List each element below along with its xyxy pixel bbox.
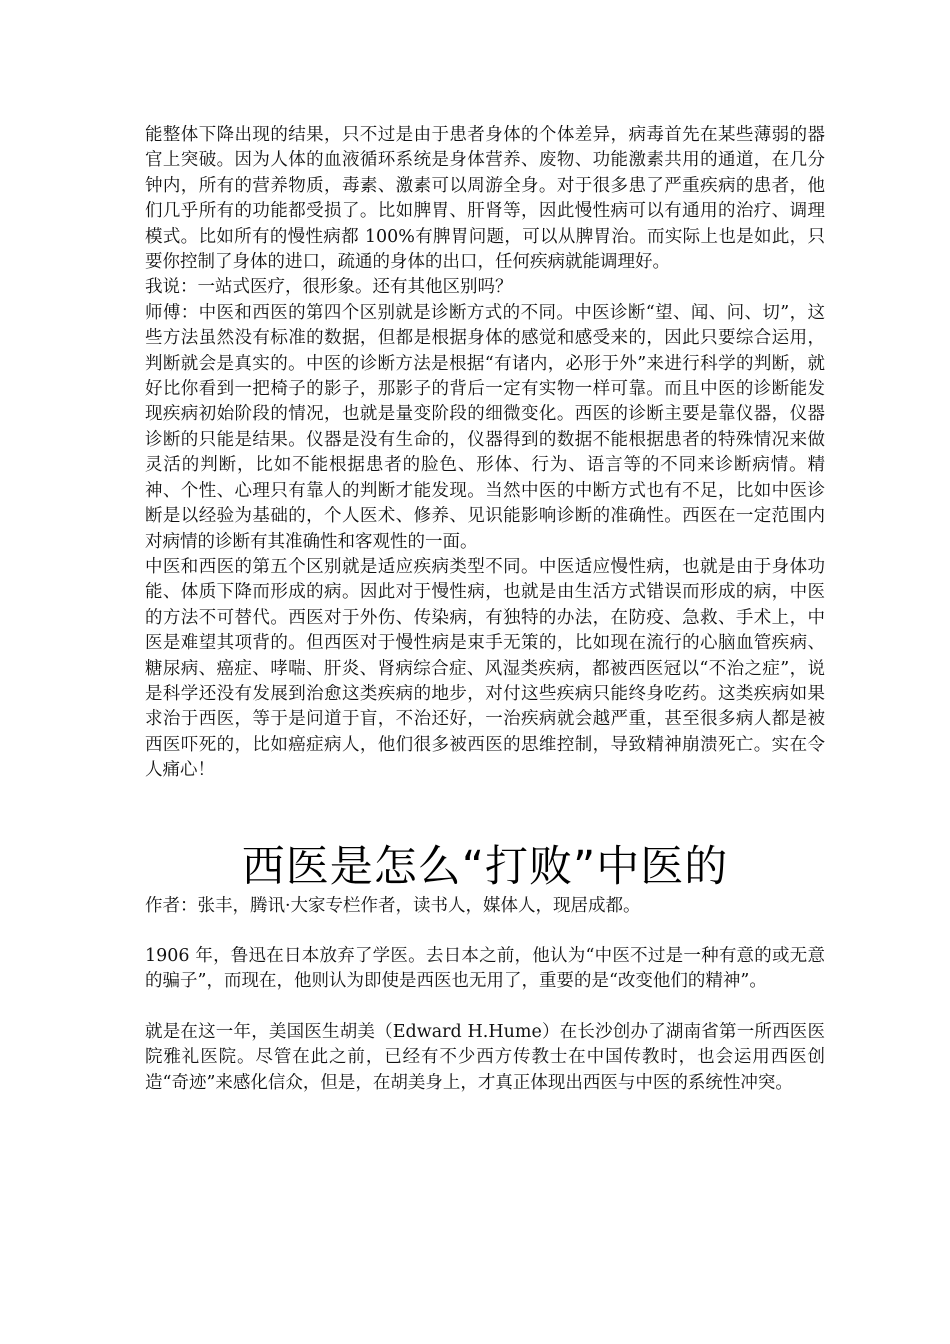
paragraph-gap bbox=[145, 919, 825, 944]
paragraph-gap bbox=[145, 995, 825, 1020]
paragraph-fourth-difference: 师傅：中医和西医的第四个区别就是诊断方式的不同。中医诊断“望、闻、问、切”，这些方法虽然没有标准的数据，但都是根据身体的感觉和感受来的，因此只要综合运用，判断就会是真实的。中医的诊断方法是根据“有诸内，必形于外”来进行科学的判断，就好比你看到一把椅子的影子，那影子的背后一定有实物一样可靠。而且中医的诊断能发现疾病初始阶段的情况，也就是量变阶段的细微变化。西医的诊断主要是靠仪器，仪器诊断的只能是结果。仪器是没有生命的，仪器得到的数据不能根据患者的特殊情况来做灵活的判断，比如不能根据患者的脸色、形体、行为、语言等的不同来诊断病情。精神、个性、心理只有靠人的判断才能发现。当然中医的中断方式也有不足，比如中医诊断是以经验为基础的，个人医术、修养、见识能影响诊断的准确性。西医在一定范围内对病情的诊断有其准确性和客观性的一面。 bbox=[145, 302, 825, 552]
paragraph-chronic-disease: 能整体下降出现的结果，只不过是由于患者身体的个体差异，病毒首先在某些薄弱的器官上突破。因为人体的血液循环系统是身体营养、废物、功能激素共用的通道，在几分钟内，所有的营养物质，毒素、激素可以周游全身。对于很多患了严重疾病的患者，他们几乎所有的功能都受损了。比如脾胃、肝肾等，因此慢性病可以有通用的治疗、调理模式。比如所有的慢性病都 100%有脾胃问题，可以从脾胃治。而实际上也是如此，只要你控制了身体的进口，疏通的身体的出口，任何疾病就能调理好。 bbox=[145, 125, 825, 273]
paragraph-1906: 1906 年，鲁迅在日本放弃了学医。去日本之前，他认为“中医不过是一种有意的或无意的骗子”，而现在，他则认为即使是西医也无用了，重要的是“改变他们的精神”。 bbox=[145, 945, 825, 992]
article-title: 西医是怎么“打败”中医的 bbox=[241, 841, 729, 892]
document-page bbox=[145, 123, 825, 1096]
paragraph-fifth-difference: 中医和西医的第五个区别就是适应疾病类型不同。中医适应慢性病，也就是由于身体功能、体质下降而形成的病。因此对于慢性病，也就是由生活方式错误而形成的病，中医的方法不可替代。西医对于外伤、传染病，有独特的办法，在防疫、急救、手术上，中医是难望其项背的。但西医对于慢性病是束手无策的，比如现在流行的心脑血管疾病、糖尿病、癌症、哮喘、肝炎、肾病综合症、风湿类疾病，都被西医冠以“不治之症”，说是科学还没有发展到治愈这类疾病的地步，对付这些疾病只能终身吃药。这类疾病如果求治于西医，等于是问道于盲，不治还好，一治疾病就会越严重，甚至很多病人都是被西医吓死的，比如癌症病人，他们很多被西医的思维控制，导致精神崩溃死亡。实在令人痛心！ bbox=[145, 556, 825, 781]
paragraph-one-stop-question: 我说：一站式医疗，很形象。还有其他区别吗？ bbox=[145, 277, 513, 298]
paragraph-hume: 就是在这一年，美国医生胡美（Edward H.Hume）在长沙创办了湖南省第一所西医医院雅礼医院。尽管在此之前，已经有不少西方传教士在中国传教时，也会运用西医创造“奇迹”来感化信众，但是，在胡美身上，才真正体现出西医与中医的系统性冲突。 bbox=[145, 1021, 825, 1093]
article-byline: 作者：张丰，腾讯·大家专栏作者，读书人，媒体人，现居成都。 bbox=[145, 895, 641, 916]
